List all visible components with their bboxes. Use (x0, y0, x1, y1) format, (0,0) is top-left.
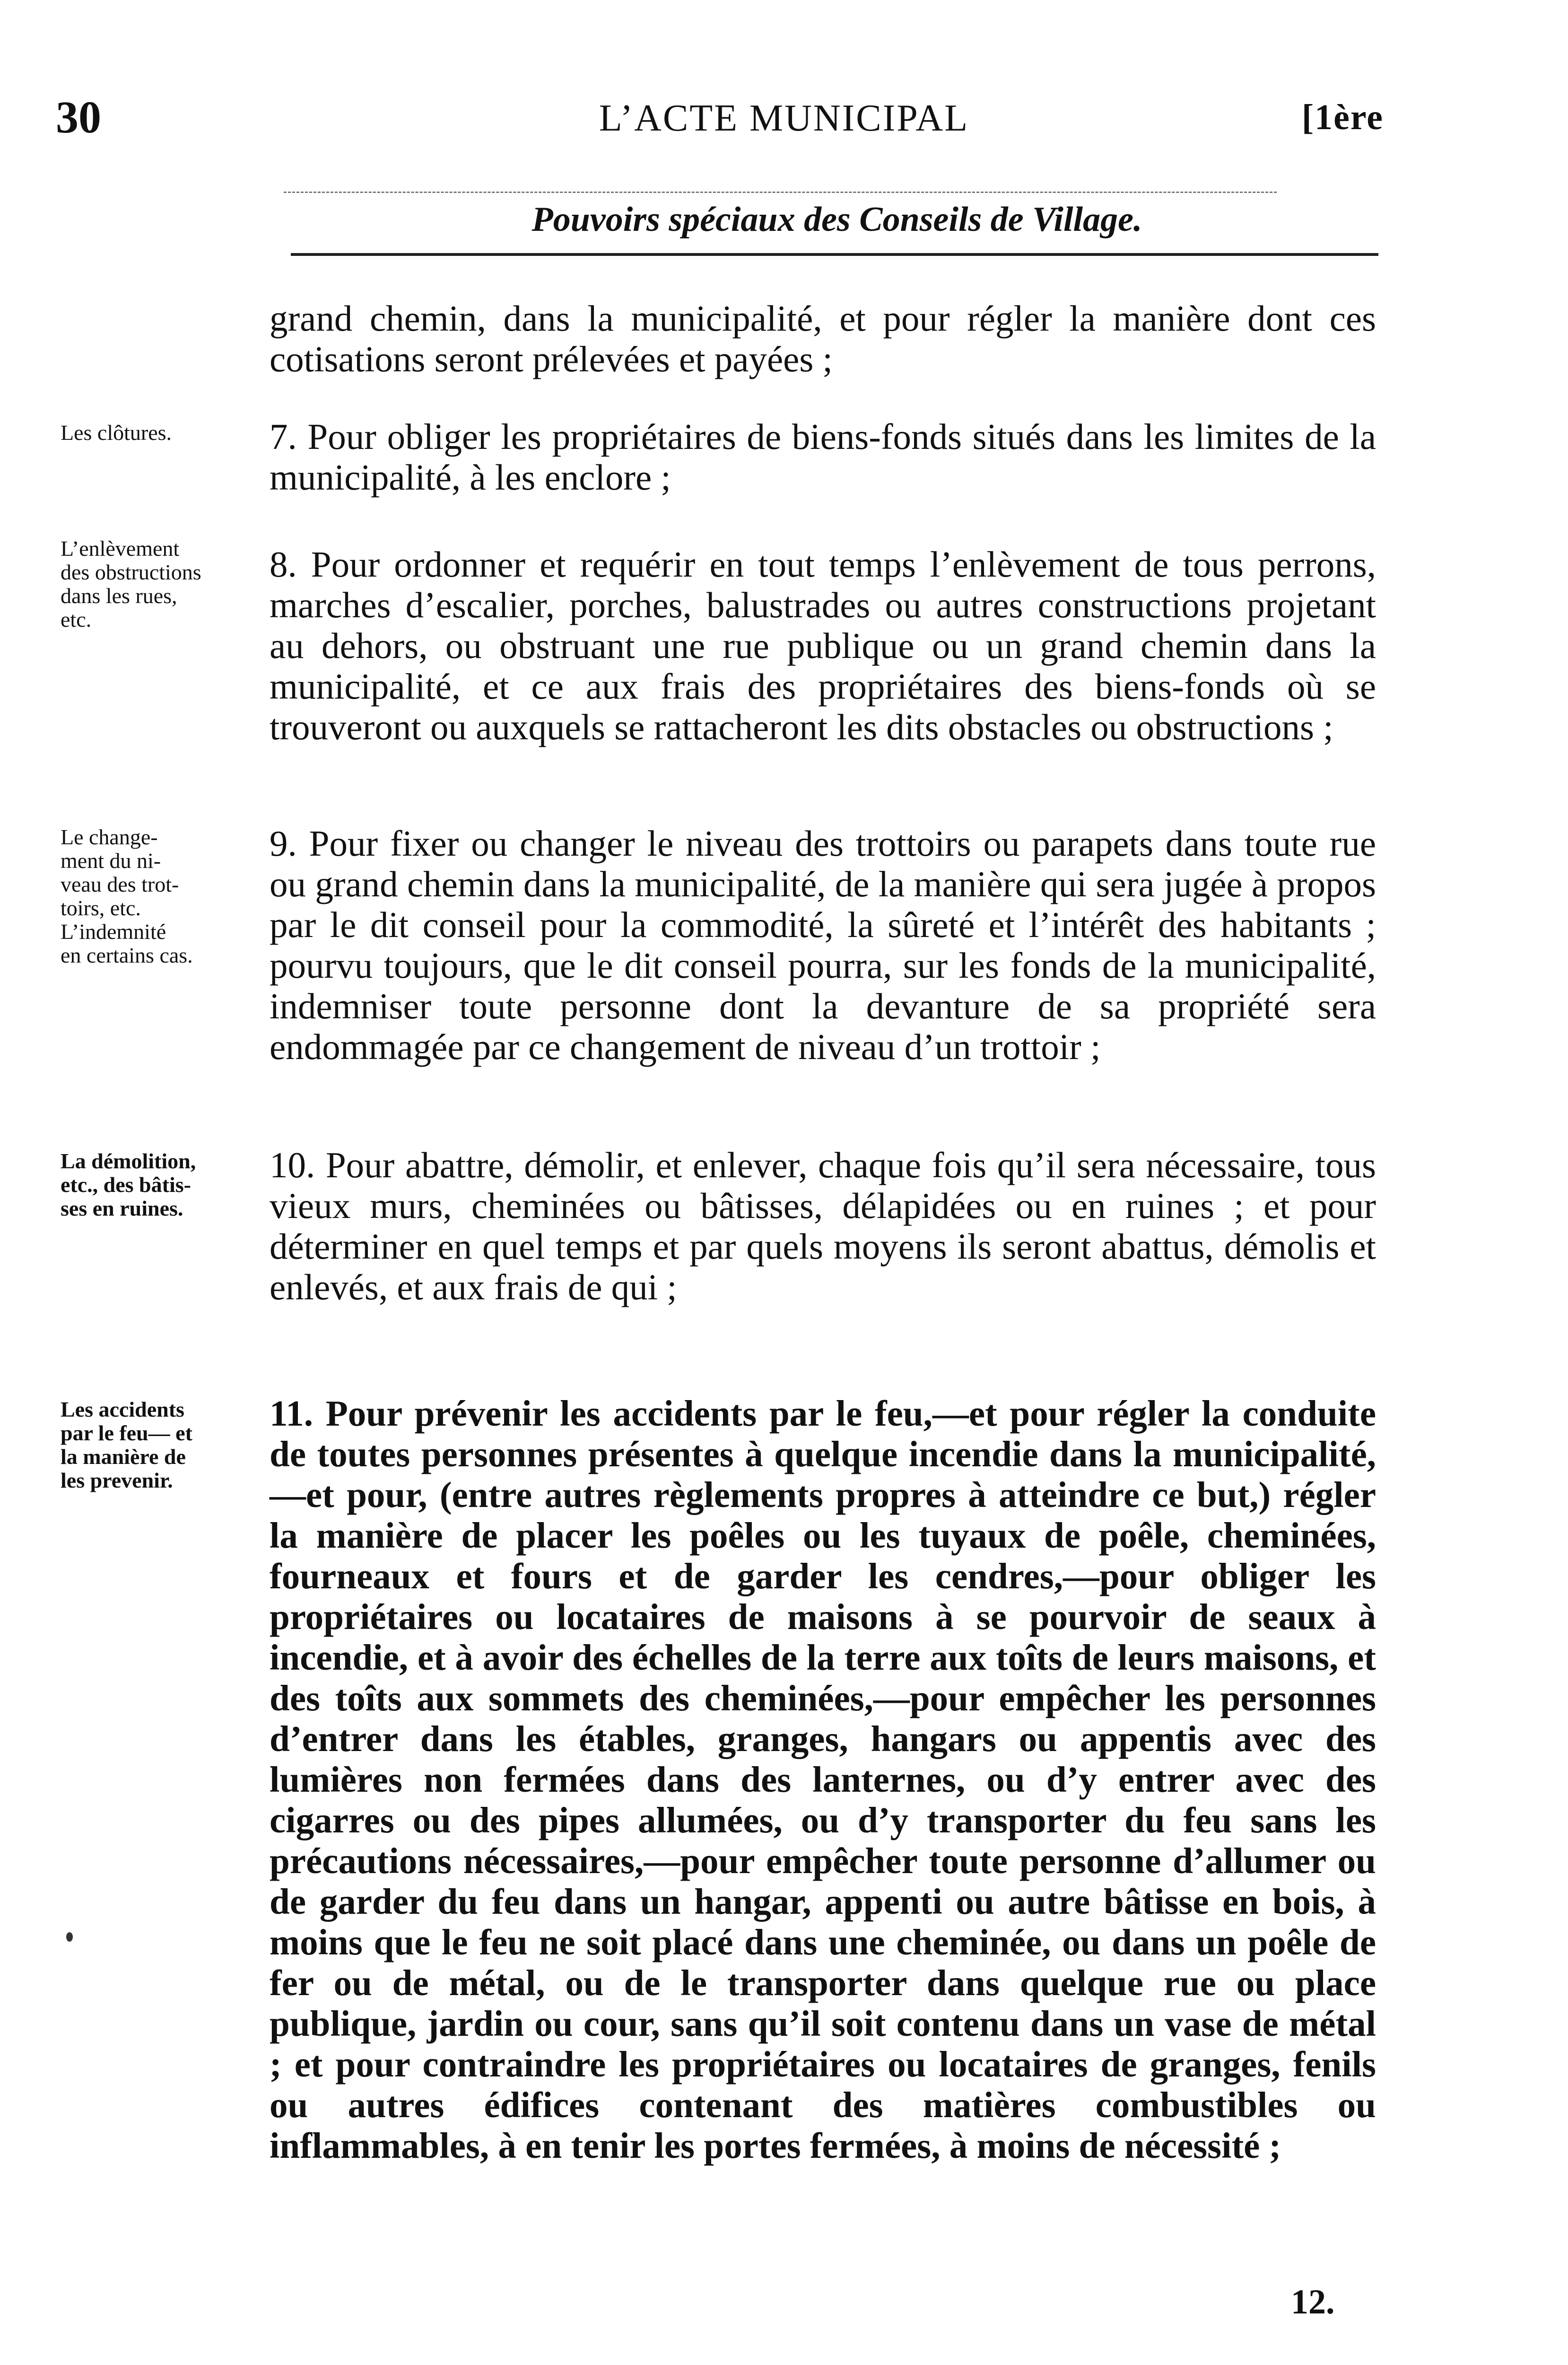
margin-note-line: la manière de (61, 1445, 186, 1469)
margin-note-line: par le feu— et (61, 1421, 192, 1445)
margin-note-line: ses en ruines. (61, 1196, 183, 1220)
paragraph-9: 9. Pour fixer ou changer le niveau des trottoirs ou parapets dans toute rue ou grand chemin dans la municipalité, de la manière qui sera jugée à propos par le dit conseil pour la commodité, la sûreté et l’intérêt des habitants ; pourvu toujours, que le dit conseil pourra, sur les fonds de la municipalité, indemniser toute personne dont la devanture de sa propriété sera endommagée par ce changement de niveau d’un trottoir ; (270, 823, 1376, 1067)
margin-note-line: etc., des bâtis- (61, 1173, 191, 1197)
margin-note-line: La démolition, (61, 1149, 196, 1173)
margin-note-line: dans les rues, (61, 584, 177, 608)
section-title: Pouvoirs spéciaux des Conseils de Village. (531, 200, 1142, 239)
paragraph-7: 7. Pour obliger les propriétaires de biens-fonds situés dans les limites de la municipalité, à les enclore ; (270, 416, 1376, 498)
paragraph-10: 10. Pour abattre, démolir, et enlever, chaque fois qu’il sera nécessaire, tous vieux murs, cheminées ou bâtisses, délapidées ou en ruines ; et pour déterminer en quel temps et par quels moyens ils seront abattus, démolis et enlevés, et aux frais de qui ; (270, 1145, 1376, 1307)
margin-note-line: L’indemnité (61, 920, 166, 944)
margin-note-9 (61, 825, 247, 967)
margin-note-line: en certains cas. (61, 943, 193, 967)
margin-note-line: toirs, etc. (61, 896, 141, 920)
margin-note-line: Les clôtures. (61, 420, 172, 445)
margin-note-line: L’enlèvement (61, 536, 180, 561)
ink-speck (66, 1932, 73, 1942)
margin-note-line: ment du ni- (61, 849, 161, 873)
part-marker: [1ère (1301, 97, 1384, 137)
margin-note-11 (61, 1398, 247, 1492)
running-title: L’ACTE MUNICIPAL (599, 97, 969, 139)
catchword: 12. (1291, 2283, 1335, 2321)
margin-note-line: Le change- (61, 825, 158, 849)
margin-note-8 (61, 537, 247, 631)
margin-note-line: des obstructions (61, 560, 201, 584)
paragraph-11: 11. Pour prévenir les accidents par le feu,—et pour régler la conduite de toutes personnes présentes à quelque incendie dans la municipalité,—et pour, (entre autres règlements propres à atteindre ce but,) régler la manière de placer les poêles ou les tuyaux de poêle, cheminées, fourneaux et fours et de garder les cendres,—pour obliger les propriétaires ou locataires de maisons à se pourvoir de seaux à incendie, et à avoir des échelles de la terre aux toîts de leurs maisons, et des toîts aux sommets des cheminées,—pour empêcher les personnes d’entrer dans les étables, granges, hangars ou appentis avec des lumières non fermées dans des lanternes, ou d’y entrer avec des cigarres ou des pipes allumées, ou d’y transporter du feu sans les précautions nécessaires,—pour empêcher toute personne d’allumer ou de garder du feu dans un hangar, appenti ou autre bâtisse en bois, à moins que le feu ne soit placé dans une cheminée, ou dans un poêle de fer ou de métal, ou de le transporter dans quelque rue ou place publique, jardin ou cour, sans qu’il soit contenu dans un vase de métal ; et pour contraindre les propriétaires ou locataires de granges, fenils ou autres édifices contenant des matières combustibles ou inflammables, à en tenir les portes fermées, à moins de nécessité ; (270, 1393, 1376, 2166)
header-rule-dashed (284, 192, 1277, 193)
margin-note-line: les prevenir. (61, 1468, 173, 1492)
margin-note-line: etc. (61, 607, 92, 631)
page-number: 30 (56, 92, 101, 142)
margin-note-line: Les accidents (61, 1397, 184, 1421)
header-rule (291, 253, 1378, 256)
margin-note-7 (61, 421, 247, 445)
margin-note-line: veau des trot- (61, 872, 179, 896)
paragraph-continuation: grand chemin, dans la municipalité, et pour régler la manière dont ces cotisations seront prélevées et payées ; (270, 298, 1376, 379)
paragraph-8: 8. Pour ordonner et requérir en tout temps l’enlèvement de tous perrons, marches d’escalier, porches, balustrades ou autres constructions projetant au dehors, ou obstruant une rue publique ou un grand chemin dans la municipalité, et ce aux frais des propriétaires des biens-fonds où se trouveront ou auxquels se rattacheront les dits obstacles ou obstructions ; (270, 544, 1376, 747)
margin-note-10 (61, 1149, 247, 1220)
